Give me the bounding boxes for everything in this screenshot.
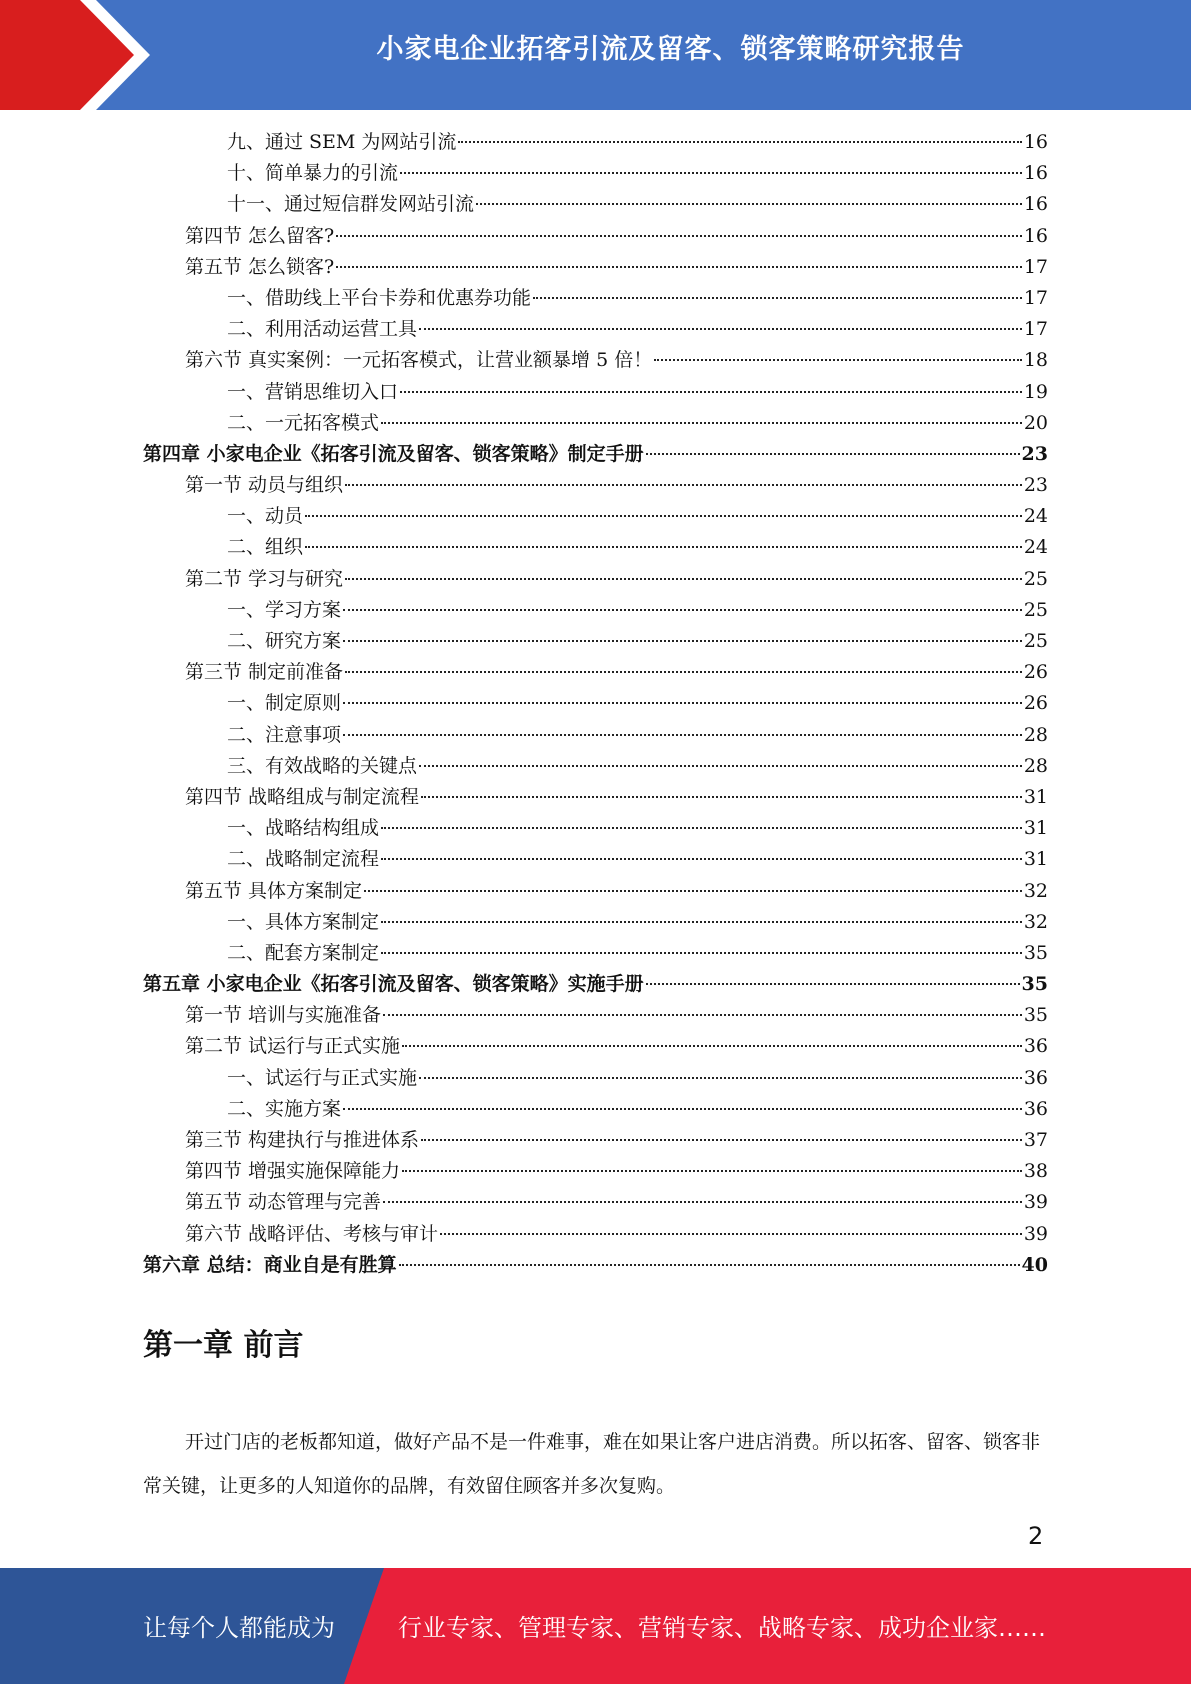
toc-entry-label: 第六章 总结：商业自是有胜算 xyxy=(143,1253,397,1276)
toc-leader-dots xyxy=(421,1139,1022,1141)
report-title: 小家电企业拓客引流及留客、锁客策略研究报告 xyxy=(376,34,965,65)
toc-leader-dots xyxy=(343,609,1022,611)
toc-leader-dots xyxy=(305,546,1022,548)
toc-entry-label: 第三节 构建执行与推进体系 xyxy=(185,1129,420,1151)
toc-leader-dots xyxy=(383,1201,1022,1203)
toc-entry-page: 20 xyxy=(1023,411,1048,434)
toc-entry-page: 26 xyxy=(1023,661,1048,684)
toc-entry[interactable] xyxy=(143,907,1048,938)
toc-leader-dots xyxy=(533,297,1022,299)
toc-entry-page: 31 xyxy=(1023,785,1048,808)
toc-leader-dots xyxy=(400,172,1022,174)
toc-leader-dots xyxy=(383,1014,1022,1016)
toc-entry-label: 一、动员 xyxy=(227,505,304,528)
toc-entry[interactable] xyxy=(143,1156,1048,1187)
toc-leader-dots xyxy=(345,578,1022,580)
toc-entry-label: 十、简单暴力的引流 xyxy=(227,162,399,185)
toc-entry[interactable] xyxy=(143,626,1048,657)
toc-leader-dots xyxy=(419,328,1022,330)
toc-leader-dots xyxy=(343,734,1022,736)
toc-entry[interactable] xyxy=(143,595,1048,626)
toc-entry[interactable] xyxy=(143,158,1048,189)
toc-leader-dots xyxy=(364,890,1022,892)
toc-entry-page: 40 xyxy=(1021,1253,1048,1276)
toc-entry-label: 第一节 培训与实施准备 xyxy=(185,1004,382,1027)
toc-entry[interactable] xyxy=(143,221,1048,252)
toc-entry-label: 二、战略制定流程 xyxy=(227,848,380,871)
toc-entry-page: 36 xyxy=(1023,1035,1048,1058)
toc-leader-dots xyxy=(646,983,1020,985)
toc-leader-dots xyxy=(399,1264,1020,1266)
toc-entry-label: 一、学习方案 xyxy=(227,598,342,621)
toc-entry[interactable] xyxy=(143,844,1048,875)
toc-entry-page: 16 xyxy=(1023,162,1048,185)
toc-entry-page: 28 xyxy=(1023,754,1048,777)
toc-entry-label: 第一节 动员与组织 xyxy=(185,474,344,497)
toc-entry-page: 17 xyxy=(1023,255,1048,278)
toc-entry[interactable] xyxy=(143,408,1048,439)
toc-entry[interactable] xyxy=(143,876,1048,907)
toc-entry-label: 第五节 动态管理与完善 xyxy=(185,1191,382,1214)
toc-entry-page: 25 xyxy=(1023,630,1048,652)
toc-entry[interactable] xyxy=(143,252,1048,283)
toc-entry-label: 一、战略结构组成 xyxy=(227,817,380,840)
toc-leader-dots xyxy=(400,391,1022,393)
toc-entry[interactable] xyxy=(143,283,1048,314)
toc-entry-label: 一、营销思维切入口 xyxy=(227,380,399,403)
toc-entry[interactable] xyxy=(143,1250,1048,1281)
toc-entry-page: 18 xyxy=(1023,349,1048,372)
toc-entry-label: 二、一元拓客模式 xyxy=(227,411,380,434)
toc-entry-page: 24 xyxy=(1023,536,1048,559)
toc-entry-page: 35 xyxy=(1023,1004,1048,1027)
toc-entry-label: 二、配套方案制定 xyxy=(227,941,380,964)
toc-entry-page: 35 xyxy=(1023,941,1048,964)
toc-entry[interactable] xyxy=(143,127,1048,158)
toc-entry[interactable] xyxy=(143,439,1048,470)
toc-entry-label: 一、借助线上平台卡券和优惠券功能 xyxy=(227,286,532,309)
toc-entry-page: 25 xyxy=(1023,598,1048,621)
toc-entry-page: 19 xyxy=(1023,380,1048,403)
toc-entry[interactable] xyxy=(143,1219,1048,1250)
intro-paragraph: 开过门店的老板都知道，做好产品不是一件难事，难在如果让客户进店消费。所以拓客、留客、锁客非常关键，让更多的人知道你的品牌，有效留住顾客并多次复购。 xyxy=(143,1431,1041,1497)
toc-entry-page: 16 xyxy=(1023,193,1048,216)
toc-entry-label: 第六节 战略评估、考核与审计 xyxy=(185,1222,439,1245)
toc-entry-label: 第四节 增强实施保障能力 xyxy=(185,1160,401,1183)
toc-leader-dots xyxy=(421,796,1022,798)
toc-entry-page: 16 xyxy=(1023,224,1048,247)
toc-leader-dots xyxy=(419,765,1022,767)
toc-leader-dots xyxy=(654,359,1022,361)
toc-entry[interactable] xyxy=(143,1031,1048,1062)
toc-entry-page: 32 xyxy=(1023,910,1048,933)
toc-entry[interactable] xyxy=(143,1094,1048,1125)
toc-leader-dots xyxy=(440,1233,1022,1235)
toc-entry[interactable] xyxy=(143,751,1048,782)
toc-leader-dots xyxy=(345,671,1022,673)
toc-entry-page: 36 xyxy=(1023,1097,1048,1120)
toc-entry[interactable] xyxy=(143,813,1048,844)
toc-entry-page: 38 xyxy=(1023,1160,1048,1183)
toc-entry[interactable] xyxy=(143,782,1048,813)
toc-leader-dots xyxy=(476,203,1022,205)
page-header xyxy=(0,0,1191,110)
toc-entry[interactable] xyxy=(143,938,1048,969)
toc-leader-dots xyxy=(336,235,1022,237)
toc-leader-dots xyxy=(305,515,1022,517)
toc-entry-label: 第五节 怎么锁客? xyxy=(185,255,335,278)
toc-entry[interactable] xyxy=(143,564,1048,595)
toc-leader-dots xyxy=(343,640,1022,642)
toc-entry-label: 第四节 怎么留客? xyxy=(185,224,335,247)
toc-entry-page: 36 xyxy=(1023,1066,1048,1089)
toc-entry[interactable] xyxy=(143,189,1048,220)
toc-entry-label: 第二节 试运行与正式实施 xyxy=(185,1035,401,1058)
toc-entry-label: 第三节 制定前准备 xyxy=(185,661,344,684)
toc-entry-page: 31 xyxy=(1023,848,1048,871)
toc-entry[interactable] xyxy=(143,377,1048,408)
toc-entry-label: 十一、通过短信群发网站引流 xyxy=(227,193,475,216)
toc-entry-page: 23 xyxy=(1023,474,1048,497)
toc-leader-dots xyxy=(345,484,1022,486)
toc-entry[interactable] xyxy=(143,345,1048,376)
toc-entry-label: 第五章 小家电企业《拓客引流及留客、锁客策略》实施手册 xyxy=(143,973,644,996)
page-number: 2 xyxy=(1028,1522,1044,1550)
toc-entry-label: 第六节 真实案例：一元拓客模式，让营业额暴增 5 倍！ xyxy=(185,349,653,372)
toc-entry[interactable] xyxy=(143,688,1048,719)
toc-entry-page: 23 xyxy=(1021,442,1048,465)
toc-entry[interactable] xyxy=(143,969,1048,1000)
toc-entry-page: 17 xyxy=(1023,318,1048,341)
toc-entry-page: 35 xyxy=(1021,973,1048,996)
toc-entry[interactable] xyxy=(143,1187,1048,1218)
footer-slogan-right: 行业专家、管理专家、营销专家、战略专家、成功企业家…… xyxy=(398,1614,1046,1642)
toc-entry-label: 二、组织 xyxy=(227,536,304,559)
toc-entry[interactable] xyxy=(143,532,1048,563)
toc-entry-page: 39 xyxy=(1023,1222,1048,1245)
toc-entry[interactable] xyxy=(143,657,1048,688)
toc-leader-dots xyxy=(402,1170,1022,1172)
toc-leader-dots xyxy=(343,1108,1022,1110)
table-of-contents xyxy=(143,127,1048,1281)
toc-entry-label: 二、注意事项 xyxy=(227,723,342,746)
toc-entry-label: 一、试运行与正式实施 xyxy=(227,1066,418,1089)
toc-entry[interactable] xyxy=(143,1000,1048,1031)
toc-leader-dots xyxy=(402,1045,1022,1047)
toc-leader-dots xyxy=(381,422,1022,424)
toc-leader-dots xyxy=(381,858,1022,860)
page-footer xyxy=(0,1568,1191,1684)
toc-entry-page: 25 xyxy=(1023,567,1048,590)
toc-entry[interactable] xyxy=(143,1125,1048,1156)
toc-entry[interactable] xyxy=(143,720,1048,751)
toc-entry-label: 九、通过 SEM 为网站引流 xyxy=(227,131,457,153)
toc-leader-dots xyxy=(381,827,1022,829)
toc-entry-label: 一、制定原则 xyxy=(227,692,342,715)
toc-leader-dots xyxy=(381,952,1022,954)
toc-entry-label: 第四章 小家电企业《拓客引流及留客、锁客策略》制定手册 xyxy=(143,442,644,465)
toc-entry-page: 39 xyxy=(1023,1191,1048,1214)
toc-leader-dots xyxy=(419,1077,1022,1079)
toc-entry-page: 28 xyxy=(1023,723,1048,746)
toc-leader-dots xyxy=(458,141,1021,143)
toc-entry-page: 26 xyxy=(1023,692,1048,715)
toc-entry-label: 二、实施方案 xyxy=(227,1097,342,1120)
toc-leader-dots xyxy=(336,266,1022,268)
toc-entry[interactable] xyxy=(143,470,1048,501)
toc-leader-dots xyxy=(646,453,1020,455)
toc-entry-page: 31 xyxy=(1023,817,1048,840)
toc-entry-label: 三、有效战略的关键点 xyxy=(227,754,418,777)
toc-entry-page: 37 xyxy=(1023,1129,1048,1151)
toc-entry-label: 第四节 战略组成与制定流程 xyxy=(185,785,420,808)
chapter-heading: 第一章 前言 xyxy=(143,1328,304,1363)
toc-entry-page: 24 xyxy=(1023,505,1048,528)
toc-leader-dots xyxy=(343,702,1022,704)
toc-entry-label: 一、具体方案制定 xyxy=(227,910,380,933)
toc-leader-dots xyxy=(381,921,1022,923)
toc-entry-label: 二、研究方案 xyxy=(227,630,342,652)
toc-entry-page: 16 xyxy=(1023,131,1048,153)
toc-entry[interactable] xyxy=(143,1063,1048,1094)
toc-entry-label: 第二节 学习与研究 xyxy=(185,567,344,590)
toc-entry-page: 17 xyxy=(1023,286,1048,309)
toc-entry-page: 32 xyxy=(1023,879,1048,902)
toc-entry-label: 第五节 具体方案制定 xyxy=(185,879,363,902)
toc-entry-label: 二、利用活动运营工具 xyxy=(227,318,418,341)
toc-entry[interactable] xyxy=(143,314,1048,345)
toc-entry[interactable] xyxy=(143,501,1048,532)
footer-slogan-left: 让每个人都能成为 xyxy=(143,1614,335,1642)
